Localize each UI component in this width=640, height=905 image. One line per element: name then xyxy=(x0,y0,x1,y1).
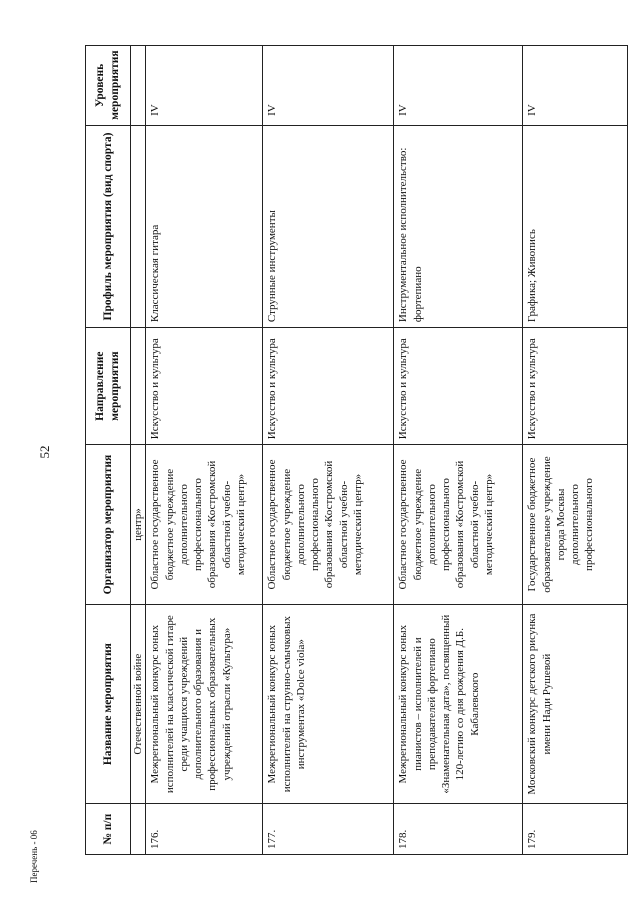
page-number: 52 xyxy=(37,445,52,459)
cont-direction xyxy=(131,328,146,445)
row-organizer: Областное государственное бюджетное учреждение дополнительного профессионального образования «Костромской областной учебно-методический центр» xyxy=(146,445,263,605)
row-num: 177. xyxy=(263,804,394,855)
row-organizer: Государственное бюджетное образовательное учреждение города Москвы дополнительного профессионального xyxy=(523,445,628,605)
rotated-table-container xyxy=(85,45,610,855)
cont-name: Отечественной войне xyxy=(131,604,146,804)
header-organizer: Организатор мероприятия xyxy=(86,445,131,605)
header-name: Название мероприятия xyxy=(86,604,131,804)
row-level: IV xyxy=(523,46,628,126)
events-table xyxy=(85,45,628,855)
row-organizer: Областное государственное бюджетное учреждение дополнительного профессионального образования «Костромской областной учебно-методический центр» xyxy=(263,445,394,605)
footer-note: Перечень - 06 xyxy=(29,830,39,883)
cont-num xyxy=(131,804,146,855)
table-header-row xyxy=(86,46,131,855)
row-num: 178. xyxy=(394,804,523,855)
table-row xyxy=(263,46,394,855)
row-direction: Искусство и культура xyxy=(394,328,523,445)
cont-organizer: центр» xyxy=(131,445,146,605)
header-direction: Направление мероприятия xyxy=(86,328,131,445)
table-row xyxy=(394,46,523,855)
row-profile: Графика; Живопись xyxy=(523,125,628,327)
row-name: Межрегиональный конкурс юных исполнителей на струнно-смычковых инструментах «Dolce viola» xyxy=(263,604,394,804)
row-name: Межрегиональный конкурс юных исполнителей на классической гитаре среди учащихся учреждений дополнительного образования и профессиональных образовательных учреждений отрасли «Культура» xyxy=(146,604,263,804)
table-row xyxy=(146,46,263,855)
row-num: 176. xyxy=(146,804,263,855)
continuation-row xyxy=(131,46,146,855)
cont-level xyxy=(131,46,146,126)
row-name: Межрегиональный конкурс юных пианистов – исполнителей и преподавателей фортепиано «Знаменательная дата», посвященный 120-летию со дня рождения Д.Б. Кабалевского xyxy=(394,604,523,804)
row-level: IV xyxy=(263,46,394,126)
header-num: № п/п xyxy=(86,804,131,855)
row-level: IV xyxy=(146,46,263,126)
row-profile: Струнные инструменты xyxy=(263,125,394,327)
header-profile: Профиль мероприятия (вид спорта) xyxy=(86,125,131,327)
row-direction: Искусство и культура xyxy=(263,328,394,445)
row-num: 179. xyxy=(523,804,628,855)
row-profile: Инструментальное исполнительство: фортепиано xyxy=(394,125,523,327)
table-stage xyxy=(85,45,610,855)
header-level: Уровень мероприятия xyxy=(86,46,131,126)
row-organizer: Областное государственное бюджетное учреждение дополнительного профессионального образования «Костромской областной учебно-методический центр» xyxy=(394,445,523,605)
table-row xyxy=(523,46,628,855)
row-direction: Искусство и культура xyxy=(146,328,263,445)
row-direction: Искусство и культура xyxy=(523,328,628,445)
row-profile: Классическая гитара xyxy=(146,125,263,327)
cont-profile xyxy=(131,125,146,327)
row-name: Московский конкурс детского рисунка имени Нади Рушевой xyxy=(523,604,628,804)
row-level: IV xyxy=(394,46,523,126)
